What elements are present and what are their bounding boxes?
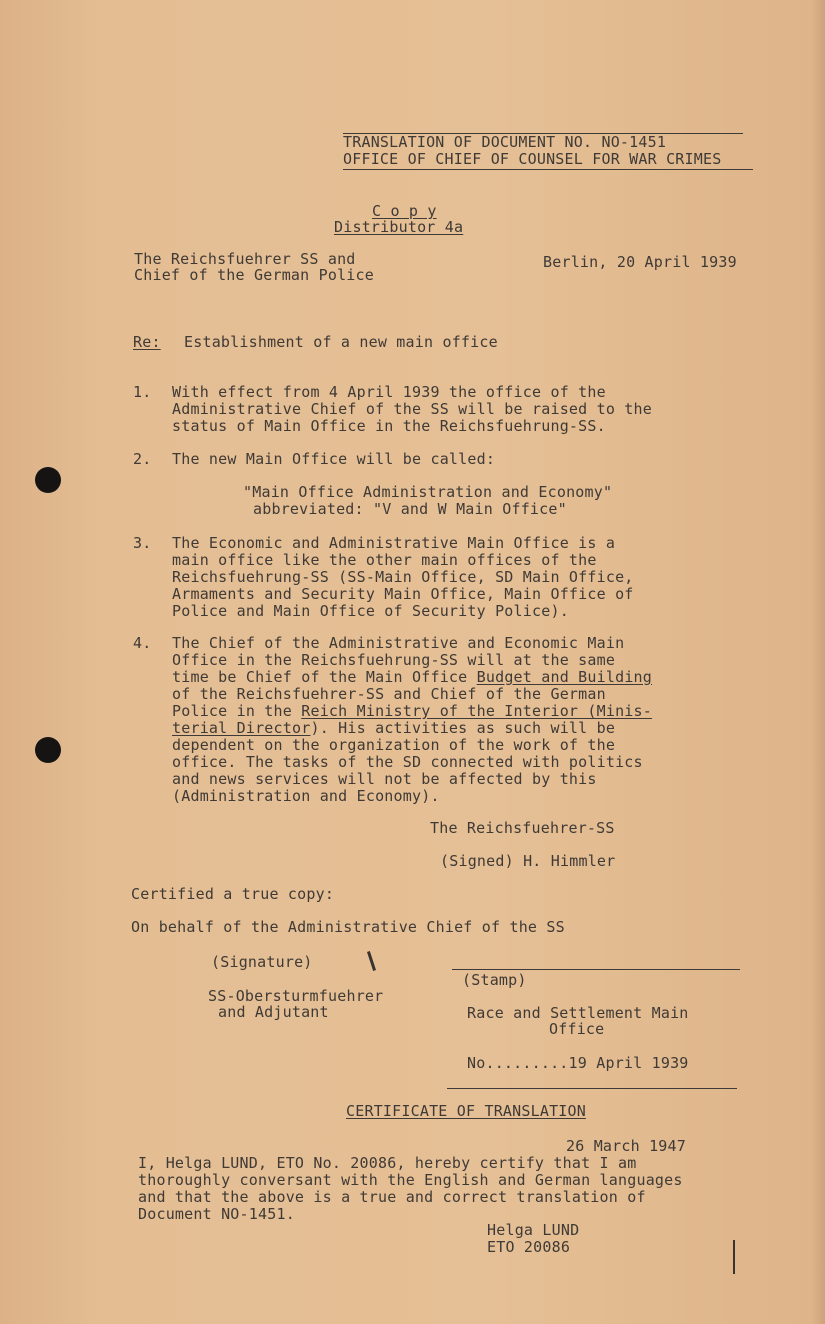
item-1-number: 1. xyxy=(133,383,152,401)
item-4-line-5 xyxy=(172,703,652,720)
stamp-rule-bottom xyxy=(447,1088,737,1089)
subject-text: Establishment of a new main office xyxy=(184,333,498,351)
item-3-line-1: The Economic and Administrative Main Office is a xyxy=(172,534,616,552)
sender-line-1: The Reichsfuehrer SS and xyxy=(134,250,356,268)
translator-eto: ETO 20086 xyxy=(487,1238,571,1256)
item-3-number: 3. xyxy=(133,534,152,552)
certificate-line-3: and that the above is a true and correct translation of xyxy=(138,1188,646,1206)
ministerial-director-underlined: terial Director xyxy=(172,719,311,737)
reich-ministry-underlined: Reich Ministry of the Interior (Minis- xyxy=(301,702,653,720)
item-1-line-1: With effect from 4 April 1939 the office of the xyxy=(172,383,606,401)
item-4-line-8: office. The tasks of the SD connected with politics xyxy=(172,753,643,771)
item-4-line-6-tail: ). His activities as such will be xyxy=(310,719,616,737)
punch-hole-top xyxy=(35,467,61,493)
distributor-label: Distributor 4a xyxy=(334,218,464,236)
copy-label: C o p y xyxy=(372,202,437,220)
item-4-line-10: (Administration and Economy). xyxy=(172,787,440,805)
stamp-rule-top xyxy=(452,969,740,970)
item-3-line-3: Reichsfuehrung-SS (SS-Main Office, SD Main Office, xyxy=(172,568,634,586)
item-4-line-2: Office in the Reichsfuehrung-SS will at the same xyxy=(172,651,616,669)
closing-title: The Reichsfuehrer-SS xyxy=(430,819,615,837)
item-2-number: 2. xyxy=(133,450,152,468)
certificate-title: CERTIFICATE OF TRANSLATION xyxy=(346,1102,586,1120)
certificate-line-2: thoroughly conversant with the English and German languages xyxy=(138,1171,683,1189)
item-2-quote-2: abbreviated: "V and W Main Office" xyxy=(253,500,567,518)
item-2-quote-1: "Main Office Administration and Economy" xyxy=(243,483,613,501)
stamp-label: (Stamp) xyxy=(462,971,527,989)
rank-line-2: and Adjutant xyxy=(218,1003,329,1021)
header-rule-bottom xyxy=(343,169,753,170)
item-3-line-5: Police and Main Office of Security Police). xyxy=(172,602,569,620)
budget-building-underlined: Budget and Building xyxy=(476,668,653,686)
certified-line-1: Certified a true copy: xyxy=(131,885,335,903)
item-4-line-7: dependent on the organization of the work of the xyxy=(172,736,616,754)
signature-mark xyxy=(367,951,376,971)
margin-mark xyxy=(733,1240,735,1274)
header-line-2: OFFICE OF CHIEF OF COUNSEL FOR WAR CRIMES xyxy=(343,150,722,168)
rank-line-1: SS-Obersturmfuehrer xyxy=(208,987,384,1005)
item-4-line-5-text: Police in the xyxy=(172,702,302,720)
stamp-line-1: Race and Settlement Main xyxy=(467,1004,689,1022)
item-4-number: 4. xyxy=(133,634,152,652)
page-edge-shadow xyxy=(811,0,825,1324)
subject-label: Re: xyxy=(133,333,161,351)
certificate-line-4: Document NO-1451. xyxy=(138,1205,295,1223)
closing-signed: (Signed) H. Himmler xyxy=(440,852,616,870)
translator-name: Helga LUND xyxy=(487,1221,580,1239)
item-4-line-3-text: time be Chief of the Main Office xyxy=(172,668,477,686)
item-1-line-3: status of Main Office in the Reichsfuehrung-SS. xyxy=(172,417,606,435)
certified-line-2: On behalf of the Administrative Chief of the SS xyxy=(131,918,565,936)
item-4-line-4: of the Reichsfuehrer-SS and Chief of the German xyxy=(172,685,606,703)
item-1-line-2: Administrative Chief of the SS will be raised to the xyxy=(172,400,652,418)
item-4-line-3 xyxy=(172,669,652,686)
item-3-line-2: main office like the other main offices of the xyxy=(172,551,597,569)
signature-label: (Signature) xyxy=(211,953,313,971)
header-line-1: TRANSLATION OF DOCUMENT NO. NO-1451 xyxy=(343,133,667,151)
date-place: Berlin, 20 April 1939 xyxy=(543,253,737,271)
item-4-line-1: The Chief of the Administrative and Economic Main xyxy=(172,634,625,652)
punch-hole-bottom xyxy=(35,737,61,763)
item-2-line-1: The new Main Office will be called: xyxy=(172,450,496,468)
item-4-line-6 xyxy=(172,720,615,737)
item-4-line-9: and news services will not be affected by this xyxy=(172,770,597,788)
stamp-number: No.........19 April 1939 xyxy=(467,1054,689,1072)
sender-line-2: Chief of the German Police xyxy=(134,266,374,284)
certificate-date: 26 March 1947 xyxy=(566,1137,686,1155)
certificate-line-1: I, Helga LUND, ETO No. 20086, hereby certify that I am xyxy=(138,1154,637,1172)
stamp-line-2: Office xyxy=(549,1020,605,1038)
item-3-line-4: Armaments and Security Main Office, Main Office of xyxy=(172,585,634,603)
